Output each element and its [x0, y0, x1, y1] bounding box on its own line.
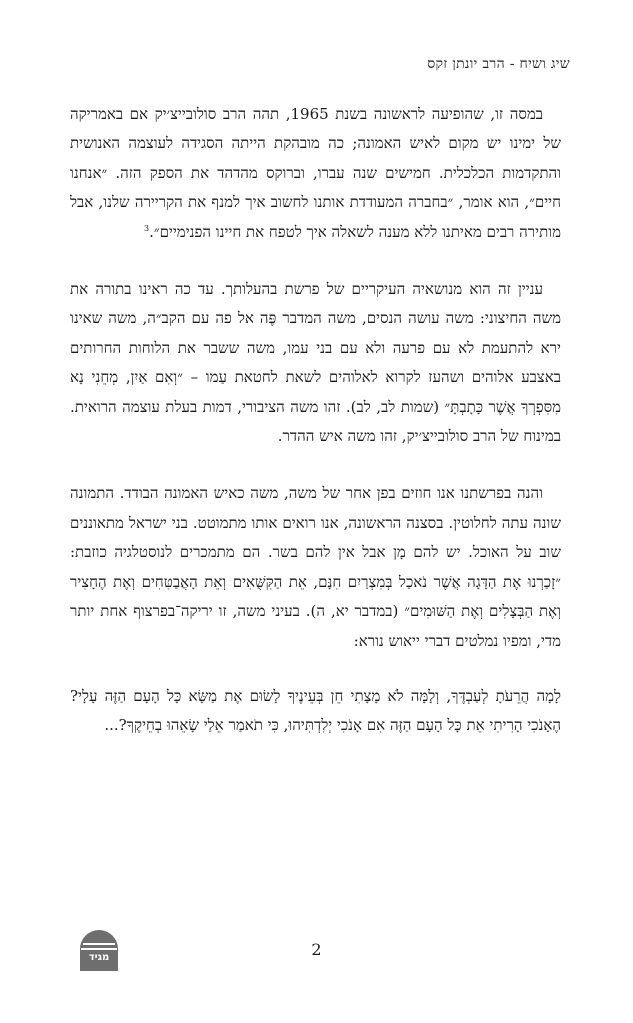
page-number: 2 [311, 940, 322, 959]
main-text [70, 100, 561, 741]
paragraph-3: והנה בפרשתנו אנו חוזים בפן אחר של משה, משה כאיש האמונה הבודד. התמונה שונה עתה לחלוטין. בסצנה הראשונה, אנו רואים אותו מתמוטט. בני ישראל מתאוננים שוב על האוכל. יש להם מָן אבל אין להם בשר. הם מתמכרים לנוסטלגיה כוזבת: ״זָכַרְנוּ אֶת הַדָּגָה אֲשֶׁר נֹאכַל בְּמִצְרַיִם חִנָּם, אֵת הַקִּשֻּׁאִים וְאֵת הָאֲבַטִּחִים וְאֶת הֶחָצִיר וְאֶת הַבְּצָלִים וְאֶת הַשּׁוּמִים״ (במדבר יא, ה). בעיני משה, זו יריקה־בפרצוף אחת יותר מדי, ומפיו נמלטים דברי ייאוש נורא: [70, 484, 561, 650]
publisher-name: מגיד [88, 952, 110, 963]
paragraph-1 [70, 100, 561, 247]
paragraph-2: עניין זה הוא מנושאיה העיקריים של פרשת בהעלותך. עד כה ראינו בתורה את משה החיצוני: משה עושה הנסים, משה המדבר פֶּה אל פה עם הקב״ה, משה שאינו ירא להתעמת לא עם פרעה ולא עם בני עמו, משה ששבר את הלוחות החרותים באצבע אלוהים ושהעז לקרוא לאלוהים לשאת לחטאת עַמו – ״וְאִם אַיִן, מְחֵנִי נָא מִסִּפְרְךָ אֲשֶׁר כָּתָבְתָּ״ (שמות לב, לב). זהו משה הציבורי, דמות בעלת עוצמה הרואית. במינוח של הרב סולובייצ׳יק, זהו משה איש ההדר. [70, 280, 561, 446]
paragraph-1-text: במסה זו, שהופיעה לראשונה בשנת 1965, תהה הרב סולובייצ׳יק אם באמריקה של ימינו יש מקום לאיש האמונה; כה מובהקת הייתה הסגידה לעוצמה האנושית והתקדמות הכלכלית. חמישים שנה עברו, וברוקס מהדהד את הספק הזה. ״אנחנו חיים״, הוא אומר, ״בחברה המעודדת אותנו לחשוב איך למנף את הקריירה שלנו, אבל מותירה רבים מאיתנו ללא מענה לשאלה איך לטפח את חיינו הפנימיים״. [70, 105, 561, 241]
running-header: שיג ושיח - הרב יונתן זקס [427, 56, 570, 72]
block-quote: לָמָה הֲרֵעֹתָ לְעַבְדֶּךָ, וְלָמָּה לֹא מָצָתִי חֵן בְּעֵינֶיךָ לָשׂוּם אֶת מַשָּׂא כָּל הָעָם הַזֶּה עָלָי? הֶאָנֹכִי הָרִיתִי אֵת כָּל הָעָם הַזֶּה אִם אָנֹכִי יְלִדְתִּיהוּ, כִּי תֹאמַר אֵלַי שָׂאֵהוּ בְחֵיקֶךָ?... [70, 686, 561, 735]
footnote-marker: 3 [144, 223, 150, 233]
